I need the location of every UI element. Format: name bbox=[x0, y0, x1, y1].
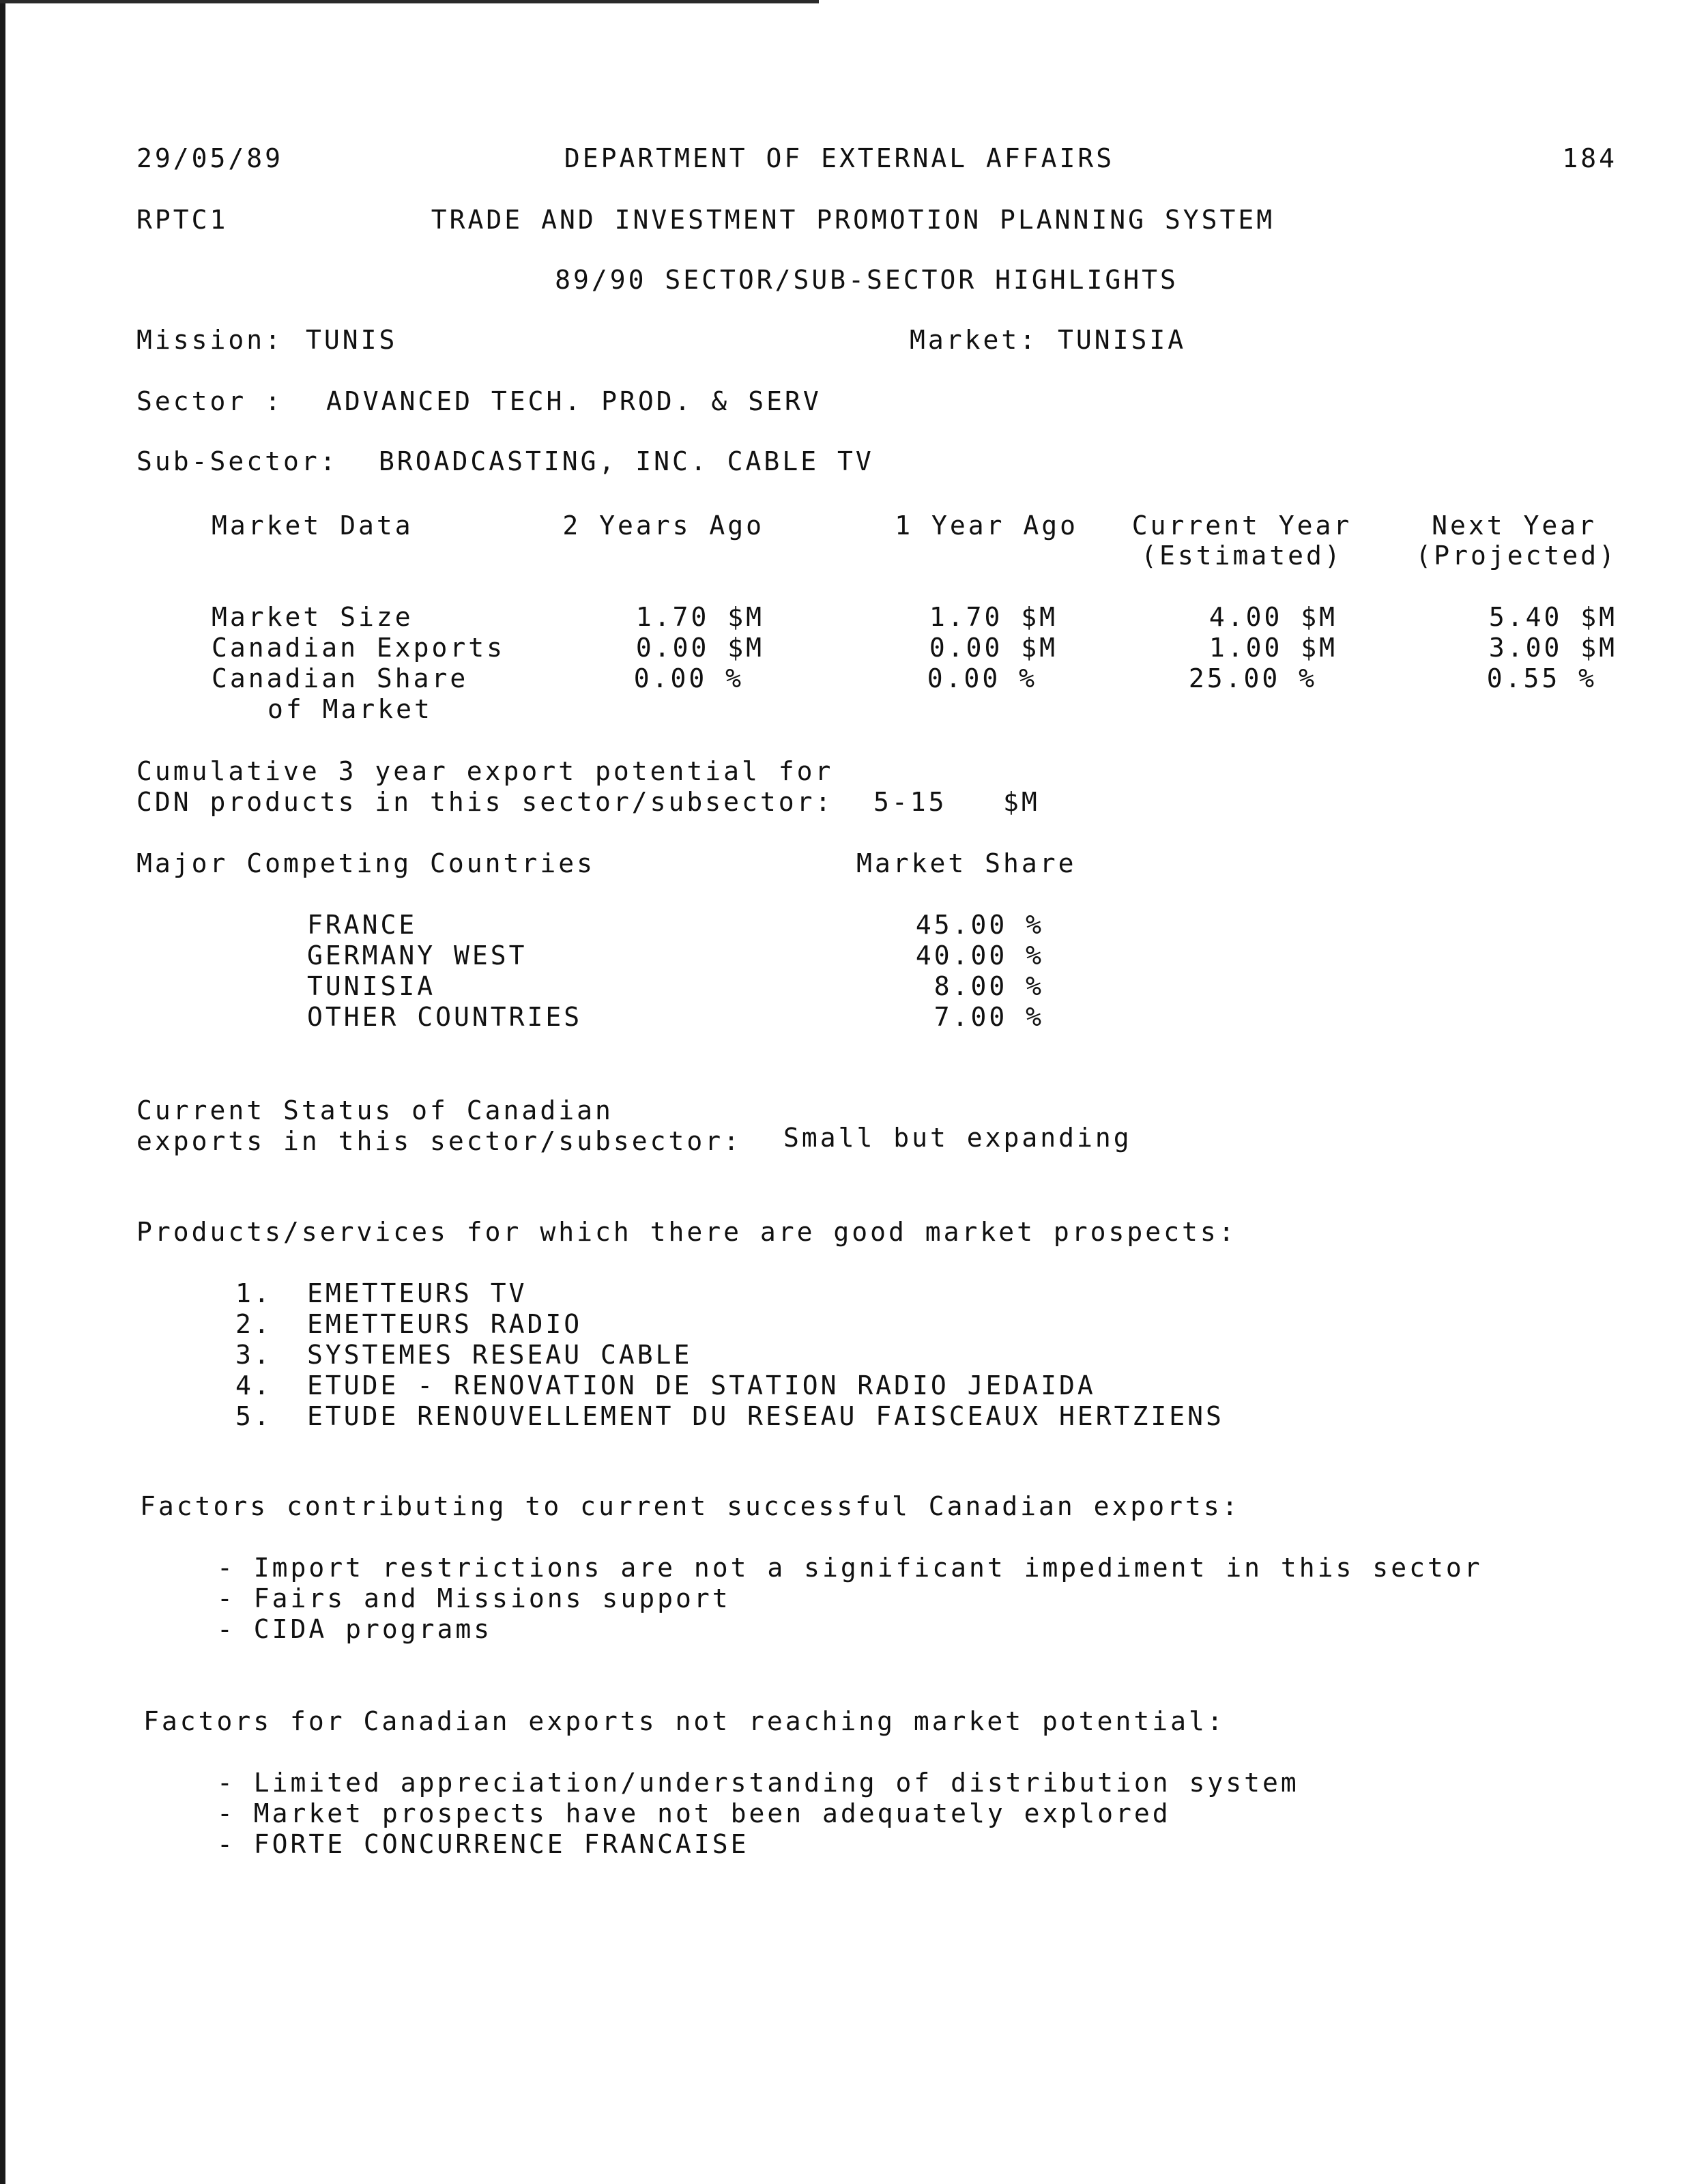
table-cell: 4.00 $M bbox=[1208, 602, 1337, 632]
success-factors-title: Factors contributing to current successful Canadian exports: bbox=[140, 1491, 1241, 1521]
sector-value: ADVANCED TECH. PROD. & SERV bbox=[326, 386, 822, 416]
scan-edge-left bbox=[0, 0, 5, 2184]
list-item: - Limited appreciation/understanding of distribution system bbox=[217, 1768, 1299, 1798]
list-item-number: 5. bbox=[235, 1401, 272, 1431]
table-row-label-cont: of Market bbox=[267, 694, 433, 724]
report-code: RPTC1 bbox=[136, 205, 229, 235]
potential-line-2: CDN products in this sector/subsector: bbox=[136, 787, 834, 817]
potential-line-1: Cumulative 3 year export potential for bbox=[136, 756, 834, 786]
list-item-number: 2. bbox=[235, 1309, 272, 1339]
table-row-label: Canadian Share bbox=[212, 663, 469, 693]
list-item: - Market prospects have not been adequately explored bbox=[217, 1798, 1171, 1828]
page-number: 184 bbox=[1562, 143, 1617, 173]
status-line-2: exports in this sector/subsector: bbox=[136, 1126, 742, 1156]
list-item-number: 4. bbox=[235, 1370, 272, 1400]
table-cell: 25.00 % bbox=[1188, 663, 1317, 693]
table-cell: 5.40 $M bbox=[1488, 602, 1617, 632]
list-item: - FORTE CONCURRENCE FRANCAISE bbox=[217, 1829, 749, 1859]
col-header-current-year-note: (Estimated) bbox=[1141, 541, 1343, 571]
table-row-label: Canadian Exports bbox=[212, 633, 506, 663]
list-item-number: 3. bbox=[235, 1340, 272, 1370]
list-item: ETUDE RENOUVELLEMENT DU RESEAU FAISCEAUX HERTZIENS bbox=[307, 1401, 1224, 1431]
prospects-title: Products/services for which there are good market prospects: bbox=[136, 1217, 1237, 1247]
market-share-label: Market Share bbox=[856, 848, 1077, 878]
col-header-1-year-ago: 1 Year Ago bbox=[895, 511, 1078, 541]
department-title: DEPARTMENT OF EXTERNAL AFFAIRS bbox=[564, 143, 1115, 173]
report-title: 89/90 SECTOR/SUB-SECTOR HIGHLIGHTS bbox=[555, 265, 1178, 295]
competitors-label: Major Competing Countries bbox=[136, 848, 595, 878]
table-cell: 0.00 % bbox=[633, 663, 744, 693]
list-item: - Import restrictions are not a significant impediment in this sector bbox=[217, 1553, 1483, 1583]
mission-value: TUNIS bbox=[306, 325, 398, 355]
col-header-next-year: Next Year bbox=[1432, 511, 1597, 541]
market-label: Market: bbox=[910, 325, 1039, 355]
scan-edge-top bbox=[0, 0, 819, 3]
system-title: TRADE AND INVESTMENT PROMOTION PLANNING SYSTEM bbox=[431, 205, 1275, 235]
subsector-value: BROADCASTING, INC. CABLE TV bbox=[379, 446, 874, 476]
list-item: EMETTEURS TV bbox=[307, 1278, 527, 1308]
market-value: TUNISIA bbox=[1058, 325, 1187, 355]
table-cell: 1.70 $M bbox=[635, 602, 764, 632]
list-item: - Fairs and Missions support bbox=[217, 1583, 731, 1613]
list-item: OTHER COUNTRIES bbox=[307, 1002, 583, 1032]
list-item: EMETTEURS RADIO bbox=[307, 1309, 583, 1339]
status-line-1: Current Status of Canadian bbox=[136, 1095, 613, 1125]
list-item-value: 40.00 % bbox=[915, 940, 1044, 971]
table-cell: 0.00 $M bbox=[929, 633, 1058, 663]
list-item: FRANCE bbox=[307, 910, 418, 940]
market-data-header: Market Data bbox=[212, 511, 414, 541]
list-item: TUNISIA bbox=[307, 971, 436, 1001]
table-cell: 0.00 % bbox=[927, 663, 1037, 693]
list-item: SYSTEMES RESEAU CABLE bbox=[307, 1340, 693, 1370]
col-header-2-years-ago: 2 Years Ago bbox=[562, 511, 764, 541]
report-date: 29/05/89 bbox=[136, 143, 284, 173]
table-cell: 0.55 % bbox=[1486, 663, 1597, 693]
list-item-number: 1. bbox=[235, 1278, 272, 1308]
list-item: ETUDE - RENOVATION DE STATION RADIO JEDAIDA bbox=[307, 1370, 1096, 1400]
table-cell: 3.00 $M bbox=[1488, 633, 1617, 663]
list-item: GERMANY WEST bbox=[307, 940, 527, 971]
col-header-next-year-note: (Projected) bbox=[1415, 541, 1617, 571]
list-item-value: 45.00 % bbox=[915, 910, 1044, 940]
list-item-value: 7.00 % bbox=[933, 1002, 1044, 1032]
table-row-label: Market Size bbox=[212, 602, 414, 632]
subsector-label: Sub-Sector: bbox=[136, 446, 338, 476]
mission-label: Mission: bbox=[136, 325, 284, 355]
status-value: Small but expanding bbox=[783, 1123, 1132, 1153]
potential-value: 5-15 bbox=[873, 787, 947, 817]
col-header-current-year: Current Year bbox=[1131, 511, 1352, 541]
list-item: - CIDA programs bbox=[217, 1614, 493, 1644]
table-cell: 1.70 $M bbox=[929, 602, 1058, 632]
potential-unit: $M bbox=[1003, 787, 1040, 817]
sector-label: Sector : bbox=[136, 386, 284, 416]
table-cell: 0.00 $M bbox=[635, 633, 764, 663]
list-item-value: 8.00 % bbox=[933, 971, 1044, 1001]
table-cell: 1.00 $M bbox=[1208, 633, 1337, 663]
barrier-factors-title: Factors for Canadian exports not reaching market potential: bbox=[143, 1706, 1226, 1736]
